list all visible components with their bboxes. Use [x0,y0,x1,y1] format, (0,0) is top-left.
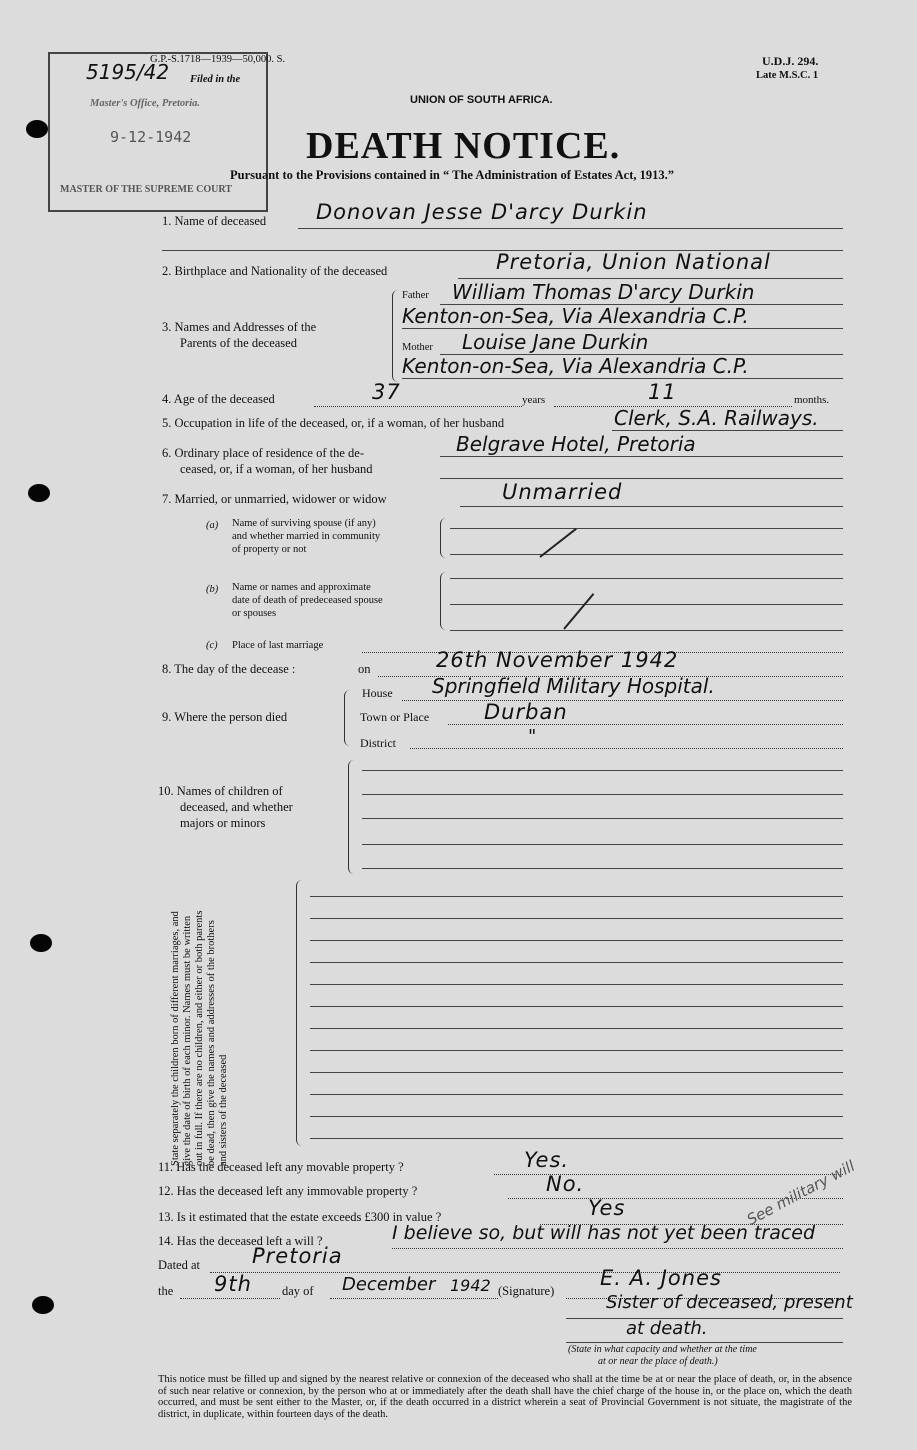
f3-father: William Thomas D'arcy Durkin [452,280,755,304]
ruled-line [310,896,843,897]
f7a-brace [440,518,447,558]
f4-label: 4. Age of the deceased [162,392,275,406]
punch-hole [28,484,50,502]
dated-line [210,1272,840,1273]
ruled-line [362,770,843,771]
capacity-note-1: (State in what capacity and whether at the time [568,1344,757,1355]
f4-years-label: years [522,394,546,406]
punch-hole [32,1296,54,1314]
ruled-line [310,940,843,941]
f3-father-address: Kenton-on-Sea, Via Alexandria C.P. [402,304,749,328]
f3-mother: Louise Jane Durkin [462,330,649,354]
f13-value: Yes [588,1196,626,1220]
print-reference: G.P.-S.1718—1939—50,000. S. [150,54,286,65]
f7-label: 7. Married, or unmarried, widower or widow [162,492,387,506]
f3-mother-label: Mother [402,342,433,353]
country: UNION OF SOUTH AFRICA. [410,94,553,106]
stamp-line2: Master's Office, Pretoria. [90,98,201,109]
f7c-marker: (c) [206,640,218,651]
dated-label: Dated at [158,1258,200,1272]
f8-on: on [358,662,371,676]
f7a-line2 [450,554,843,555]
form-late: Late M.S.C. 1 [756,70,819,81]
f6-label-a: 6. Ordinary place of residence of the de- [162,446,364,460]
f12-label: 12. Has the deceased left any immovable property ? [158,1184,418,1198]
signature: E. A. Jones [600,1266,722,1290]
day-label: day of [282,1284,314,1298]
f7b-brace [440,572,447,630]
f2-line [458,278,843,279]
ruled-line [310,962,843,963]
f6-line2 [440,478,843,479]
f1-value: Donovan Jesse D'arcy Durkin [316,200,648,224]
f4-line [314,406,522,407]
f7-line [460,506,843,507]
stamp-date: 9-12-1942 [110,128,192,146]
capacity-2: at death. [626,1318,708,1339]
f3-mother-address: Kenton-on-Sea, Via Alexandria C.P. [402,354,749,378]
f9-label: 9. Where the person died [162,710,288,724]
dated-value: Pretoria [252,1244,343,1268]
f7a-label-1: Name of surviving spouse (if any) [232,518,376,529]
punch-hole [30,934,52,952]
f6-value: Belgrave Hotel, Pretoria [456,432,696,456]
f4-months-label: months. [794,394,830,406]
filing-stamp [48,52,268,212]
f7-value: Unmarried [502,480,623,504]
f7b-label-1: Name or names and approximate [232,582,371,593]
f3-label-b: Parents of the deceased [180,336,297,350]
f8-value: 26th November 1942 [436,648,679,672]
f3-line2 [402,328,843,329]
f3-line4 [402,378,843,379]
f8-label: 8. The day of the decease : [162,662,296,676]
f7b-label-2: date of death of predeceased spouse [232,595,383,606]
stamp-number: 5195/42 [86,60,170,84]
f4-months: 11 [648,380,677,404]
f3-father-label: Father [402,290,429,301]
f3-brace [392,290,399,382]
the-label: the [158,1284,174,1298]
document-subtitle: Pursuant to the Provisions contained in “ The Administration of Estates Act, 1913.” [230,168,675,182]
ruled-line [310,1138,843,1139]
f7b-line1 [450,578,843,579]
day-line [180,1298,280,1299]
f4-years: 37 [372,380,401,404]
f1-label: 1. Name of deceased [162,214,267,228]
f2-label: 2. Birthplace and Nationality of the deceased [162,264,388,278]
f10-label-1: 10. Names of children of [158,784,283,798]
f7b-marker: (b) [206,584,219,595]
f9-house-line [402,700,843,701]
ruled-line [310,1050,843,1051]
ruled-line [362,794,843,795]
f9-brace [344,690,351,746]
f14-label: 14. Has the deceased left a will ? [158,1234,323,1248]
f5-line [612,430,843,431]
f7c-label: Place of last marriage [232,640,324,651]
f11-label: 11. Has the deceased left any movable property ? [158,1160,404,1174]
footer-instructions: This notice must be filled up and signed by the nearest relative or connexion of the deceased who shall at the time be at or near the place of death, or, in the absence of such near relative or connexion, by the person who at or immediately after the death shall have the chief charge of the house in, or the place on, which the death occurred, and must be sent either to the Master, or, if the death occurred in a district wherein a seat of Provincial Government is not situate, the magistrate of the district, in duplicate, within fourteen days of the death. [158,1374,852,1420]
children-brace [296,880,305,1146]
punch-hole [26,120,48,138]
ruled-line [310,1006,843,1007]
signature-label: (Signature) [498,1284,555,1298]
ruled-line [362,844,843,845]
f11-value: Yes. [524,1148,570,1172]
ruled-line [362,868,843,869]
f14-value: I believe so, but will has not yet been traced [392,1222,816,1244]
stamp-footer: MASTER OF THE SUPREME COURT [60,184,232,195]
ruled-line [310,1094,843,1095]
ruled-line [310,984,843,985]
f10-label-2: deceased, and whether [180,800,293,814]
capacity-1: Sister of deceased, present [606,1292,853,1313]
children-instructions: State separately the children born of different marriages, and give the date of birth of each minor. Names must be written out in full. If there are no children, and either or both parents be dead, then give the names and addresses of the brothers and sisters of the deceased [170,910,229,1166]
f14-line [392,1248,843,1249]
f10-label-3: majors or minors [180,816,266,830]
f9-district-label: District [360,736,396,750]
f9-town-label: Town or Place [360,710,430,724]
f9-district: " [528,726,537,747]
day-value: 9th [214,1272,252,1296]
f9-town-line [448,724,843,725]
f9-house: Springfield Military Hospital. [432,674,715,698]
f1-line [298,228,843,229]
ruled-line [310,1072,843,1073]
ruled-line [310,1028,843,1029]
f2-value: Pretoria, Union National [496,250,771,274]
f6-label-b: ceased, or, if a woman, of her husband [180,462,373,476]
f7b-strike [563,593,594,630]
f12-value: No. [546,1172,585,1196]
f7a-marker: (a) [206,520,219,531]
capacity-line2 [566,1342,843,1343]
f7b-line3 [450,630,843,631]
ruled-line [310,1116,843,1117]
f7a-label-3: of property or not [232,544,307,555]
document-title: DEATH NOTICE. [306,125,621,167]
f7b-label-3: or spouses [232,608,277,619]
f9-house-label: House [362,686,393,700]
f7a-line1 [450,528,843,529]
f9-district-line [410,748,843,749]
f13-label: 13. Is it estimated that the estate exceeds £300 in value ? [158,1210,442,1224]
form-number: U.D.J. 294. [762,54,819,68]
ruled-line [310,918,843,919]
month-value: December [342,1274,436,1295]
f10-brace [348,760,355,874]
month-line [330,1298,498,1299]
year-value: 1942 [450,1276,491,1295]
margin-note: See military will [743,1156,858,1229]
f5-label: 5. Occupation in life of the deceased, or, if a woman, of her husband [162,416,505,430]
f7b-line2 [450,604,843,605]
f7a-label-2: and whether married in community [232,531,381,542]
f6-line1 [440,456,843,457]
capacity-note-2: at or near the place of death.) [598,1356,718,1367]
f5-value: Clerk, S.A. Railways. [614,406,819,430]
ruled-line [362,818,843,819]
f3-label-a: 3. Names and Addresses of the [162,320,317,334]
stamp-line1: Filed in the [190,74,241,85]
f9-town: Durban [484,700,568,724]
